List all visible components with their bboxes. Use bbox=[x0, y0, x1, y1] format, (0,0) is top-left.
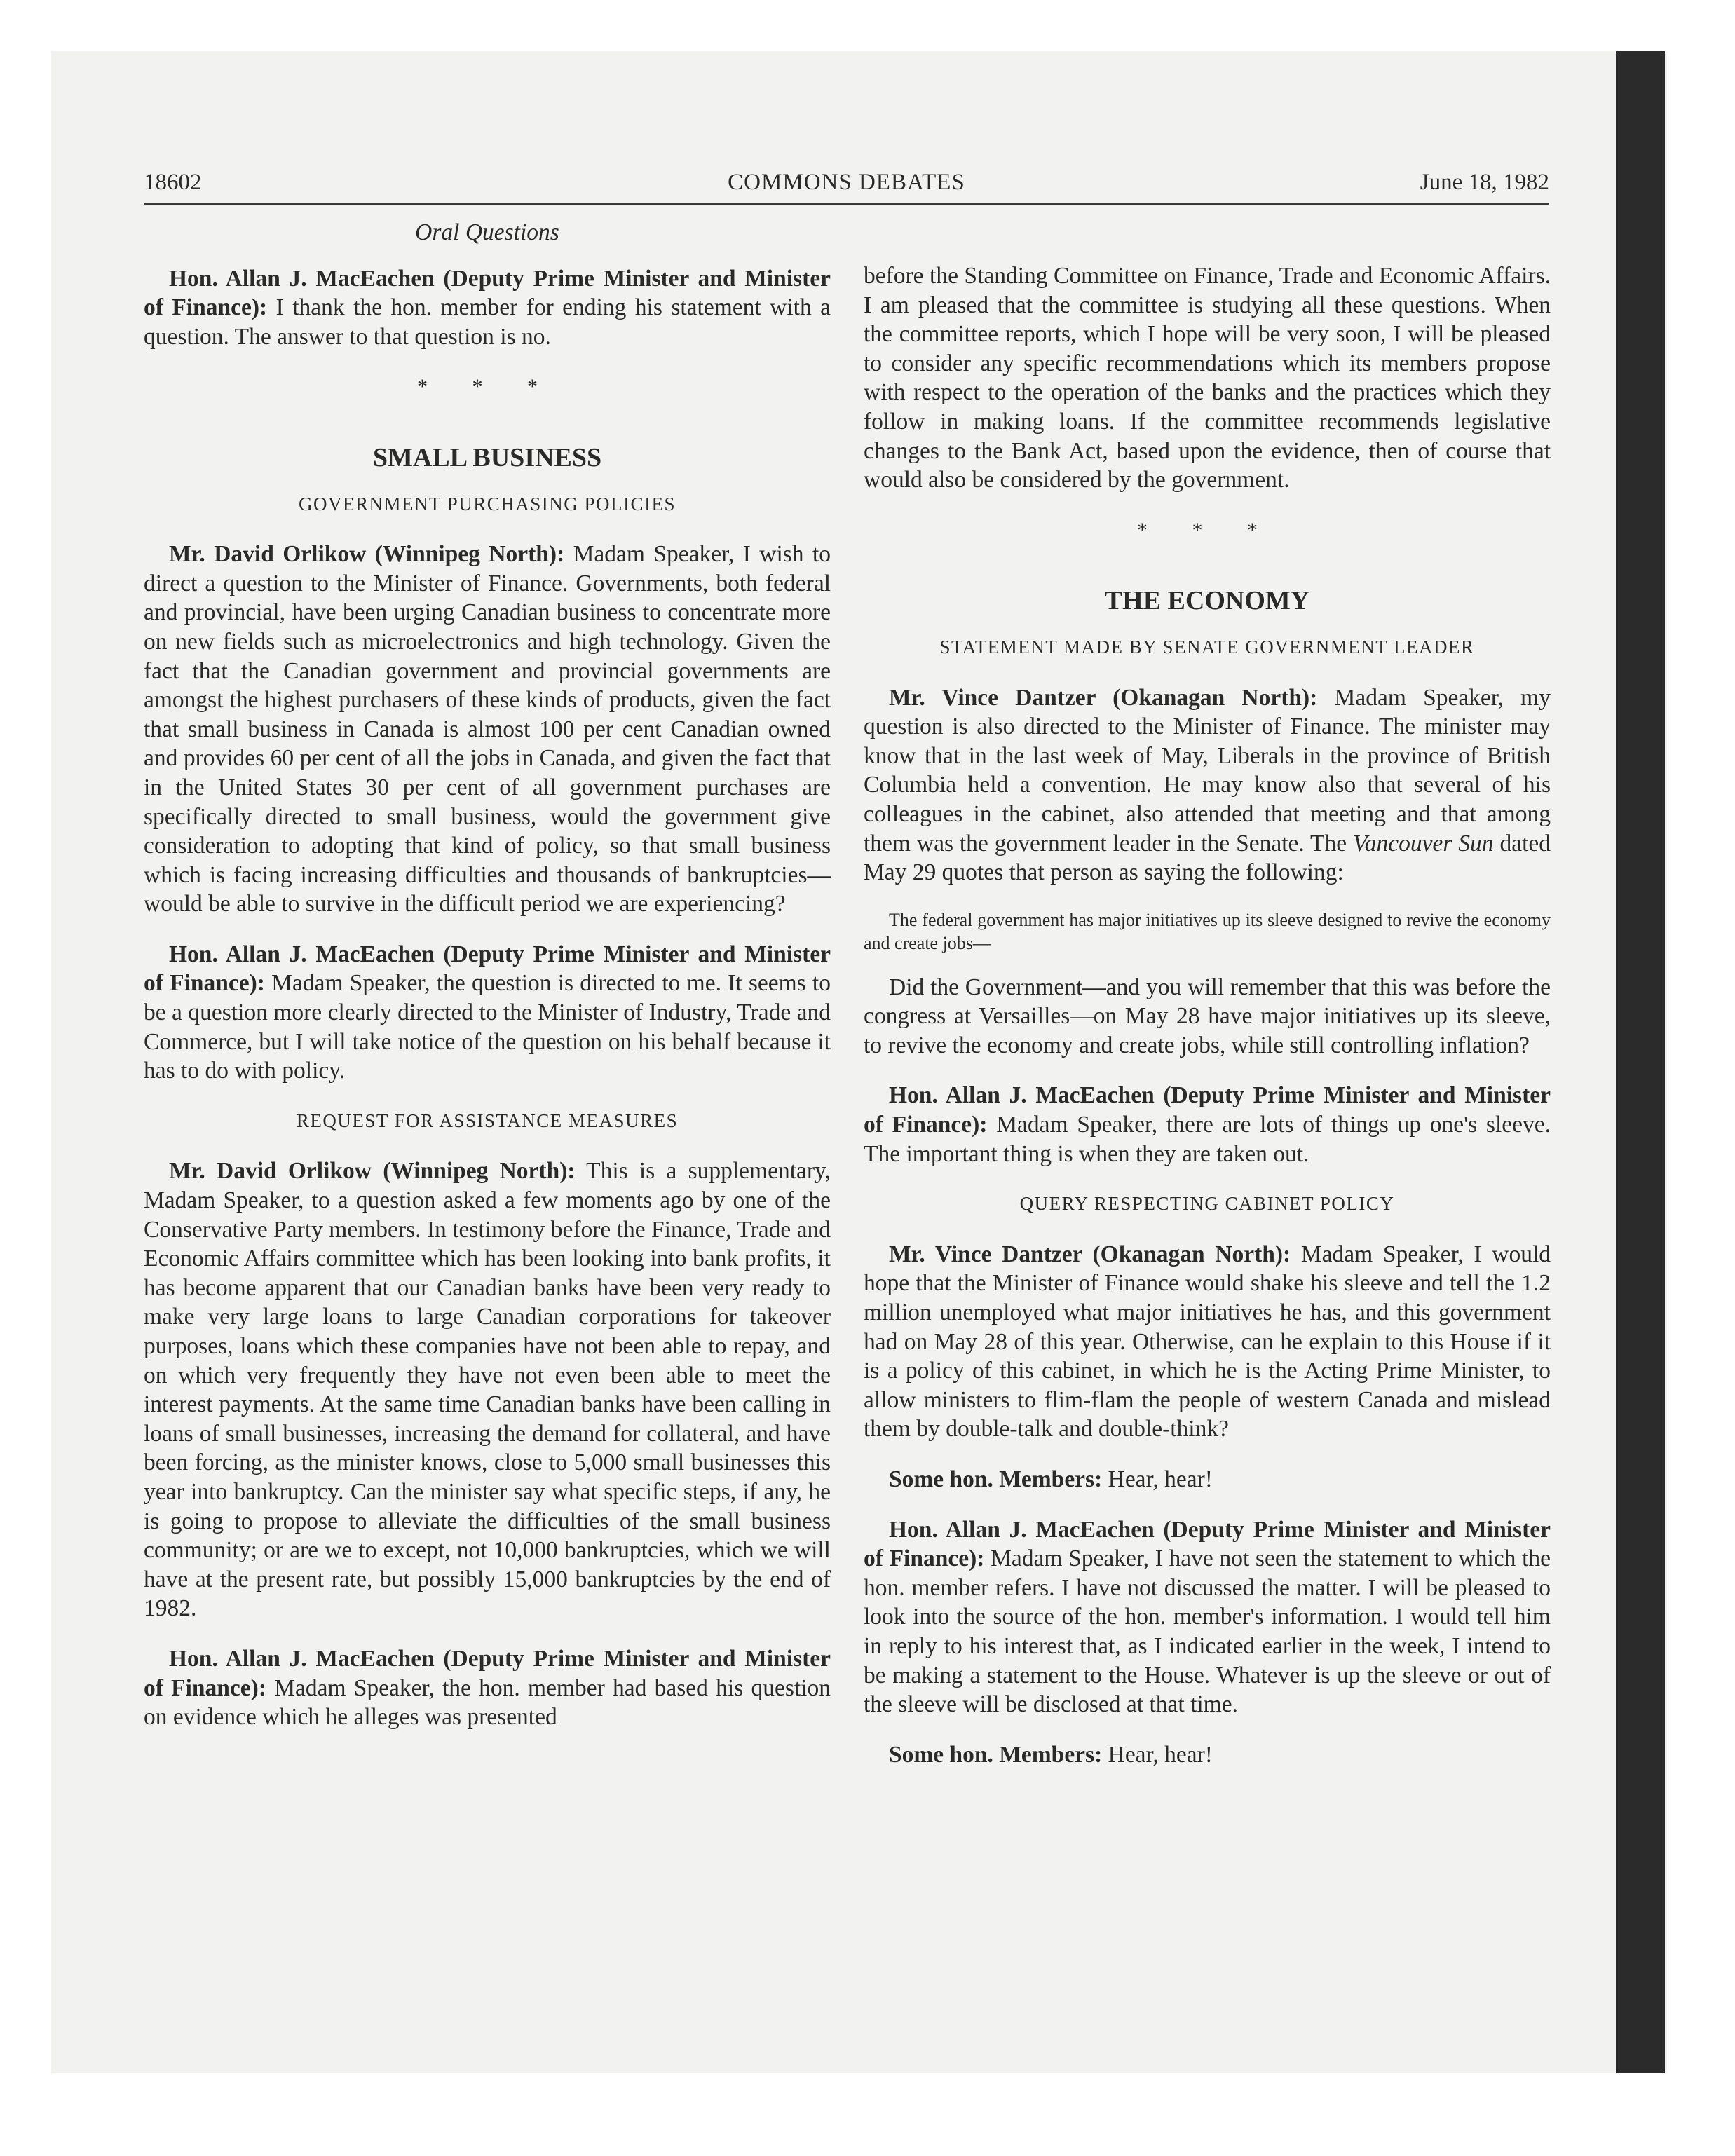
paragraph bbox=[864, 261, 1551, 495]
speaker: Hon. Allan J. MacEachen (Deputy Prime Minister and Minister of Finance): bbox=[864, 1516, 1551, 1572]
speech-text: Hear, hear! bbox=[1102, 1466, 1213, 1492]
paragraph bbox=[144, 540, 831, 919]
paragraph bbox=[864, 1081, 1551, 1168]
speaker: Mr. Vince Dantzer (Okanagan North): bbox=[889, 1241, 1291, 1267]
speaker: Hon. Allan J. MacEachen (Deputy Prime Minister and Minister of Finance): bbox=[144, 941, 831, 997]
section-separator: * * * bbox=[1137, 518, 1277, 542]
header-rule bbox=[144, 203, 1549, 205]
speech-text: Hear, hear! bbox=[1102, 1741, 1213, 1768]
subheading: REQUEST FOR ASSISTANCE MEASURES bbox=[296, 1110, 679, 1131]
speaker: Hon. Allan J. MacEachen (Deputy Prime Minister and Minister of Finance): bbox=[144, 265, 831, 321]
paragraph bbox=[144, 1157, 831, 1623]
scan-edge bbox=[1616, 51, 1665, 2073]
publication-name: Vancouver Sun bbox=[1353, 830, 1494, 857]
speech-text: Madam Speaker, I wish to direct a question to the Minister of Finance. Governments, both federal and provincial, have been urging Canadian business to concentrate more on new fields such as microelectronics and high technology. Given the fact that the Canadian government and provincial governments are amongst the highest purchasers of these kinds of products, given the fact that small business in Canada is almost 100 per cent Canadian owned and provides 60 per cent of all the jobs in Canada, and given the fact that in the United States 30 per cent of all government purchases are specifically directed to small business, would the government give consideration to adopting that kind of policy, so that small business which is facing increasing difficulties and thousands of bankruptcies— would be able to survive in the difficult period we are experiencing? bbox=[144, 541, 831, 917]
paragraph bbox=[144, 940, 831, 1086]
paragraph bbox=[864, 683, 1551, 887]
block-quote: The federal government has major initiatives up its sleeve designed to revive the economy and create jobs— bbox=[864, 909, 1551, 953]
paragraph bbox=[144, 264, 831, 352]
subheading: STATEMENT MADE BY SENATE GOVERNMENT LEADER bbox=[939, 636, 1475, 657]
section-title: THE ECONOMY bbox=[1104, 586, 1310, 616]
speech-text: I thank the hon. member for ending his statement with a question. The answer to that question is no. bbox=[144, 294, 831, 350]
speech-text: Madam Speaker, the question is directed to me. It seems to be a question more clearly directed to the Minister of Industry, Trade and Commerce, but I will take notice of the question on his behalf because it has to do with policy. bbox=[144, 970, 831, 1084]
paragraph bbox=[864, 1740, 1551, 1770]
subheading: GOVERNMENT PURCHASING POLICIES bbox=[298, 493, 676, 514]
page-header bbox=[144, 168, 1549, 203]
paragraph bbox=[144, 1644, 831, 1732]
speech-text: This is a supplementary, Madam Speaker, to a question asked a few moments ago by one of the Conservative Party members. In testimony before the Finance, Trade and Economic Affairs committee which has been looking into bank profits, it has become apparent that our Canadian banks have been very ready to make very large loans to large Canadian corporations for takeover purposes, loans which these companies have not been able to repay, and on which very frequently they have not even been able to meet the interest payments. At the same time Canadian banks have been calling in loans of small businesses, increasing the demand for collateral, and have been forcing, as the minister knows, close to 5,000 small businesses this year into bankruptcy. Can the minister say what specific steps, if any, he is going to propose to alleviate the difficulties of the small business community; or are we to except, not 10,000 bankruptcies, which we will have at the present rate, but possibly 15,000 bankruptcies by the end of 1982. bbox=[144, 1158, 831, 1622]
paragraph bbox=[864, 1240, 1551, 1444]
speech-text: Madam Speaker, I have not seen the statement to which the hon. member refers. I have not discussed the matter. I will be pleased to look into the source of the hon. member's information. I would tell him in reply to his interest that, as I indicated earlier in the week, I intend to be making a statement to the House. Whatever is up the sleeve or out of the sleeve will be disclosed at that time. bbox=[864, 1546, 1551, 1718]
speaker: Hon. Allan J. MacEachen (Deputy Prime Minister and Minister of Finance): bbox=[144, 1645, 831, 1701]
speech-text: before the Standing Committee on Finance, Trade and Economic Affairs. I am pleased that the committee is studying all these questions. When the committee reports, which I hope will be very soon, I will be pleased to consider any specific recommendations which its members propose with respect to the operation of the banks and the practices which they follow in making loans. If the committee recommends legislative changes to the Bank Act, based upon the evidence, then of course that would also be considered by the government. bbox=[864, 263, 1551, 493]
paragraph bbox=[864, 1465, 1551, 1494]
right-column bbox=[864, 261, 1551, 1790]
running-head: Oral Questions bbox=[415, 219, 559, 245]
section-separator: * * * bbox=[417, 375, 557, 399]
speech-text: Madam Speaker, I would hope that the Minister of Finance would shake his sleeve and tell the 1.2 million unemployed what major initiatives he has, and this government had on May 28 of this year. Otherwise, can he explain to this House if it is a policy of this cabinet, in which he is the Acting Prime Minister, to allow ministers to flim-flam the people of western Canada and mislead them by double-talk and double-think? bbox=[864, 1241, 1551, 1442]
speaker: Mr. David Orlikow (Winnipeg North): bbox=[169, 1158, 576, 1185]
speaker: Some hon. Members: bbox=[889, 1466, 1103, 1492]
speaker: Some hon. Members: bbox=[889, 1741, 1103, 1768]
speech-text: Madam Speaker, my question is also directed to the Minister of Finance. The minister may know that in the last week of May, Liberals in the province of British Columbia held a convention. He may know also that several of his colleagues in the cabinet, also attended that meeting and that among them was the government leader in the Senate. The bbox=[864, 684, 1551, 857]
left-column bbox=[144, 214, 831, 1753]
speech-text: Did the Government—and you will remember that this was before the congress at Versailles—on May 28 have major initiatives up its sleeve, to revive the economy and create jobs, while still controlling inflation? bbox=[864, 974, 1551, 1058]
speech-text: Madam Speaker, there are lots of things up one's sleeve. The important thing is when they are taken out. bbox=[864, 1112, 1551, 1167]
page-number: 18602 bbox=[144, 170, 202, 195]
paragraph bbox=[864, 973, 1551, 1060]
publication-date: June 18, 1982 bbox=[1420, 170, 1549, 195]
paragraph bbox=[864, 1515, 1551, 1719]
speech-text: Madam Speaker, the hon. member had based his question on evidence which he alleges was presented bbox=[144, 1674, 831, 1731]
speaker: Mr. David Orlikow (Winnipeg North): bbox=[169, 541, 565, 568]
speech-text: dated May 29 quotes that person as saying the following: bbox=[864, 830, 1551, 886]
section-title: SMALL BUSINESS bbox=[372, 442, 602, 472]
subheading: QUERY RESPECTING CABINET POLICY bbox=[1019, 1193, 1395, 1215]
speaker: Hon. Allan J. MacEachen (Deputy Prime Minister and Minister of Finance): bbox=[864, 1082, 1551, 1138]
publication-title: COMMONS DEBATES bbox=[728, 170, 965, 195]
speaker: Mr. Vince Dantzer (Okanagan North): bbox=[889, 684, 1318, 711]
